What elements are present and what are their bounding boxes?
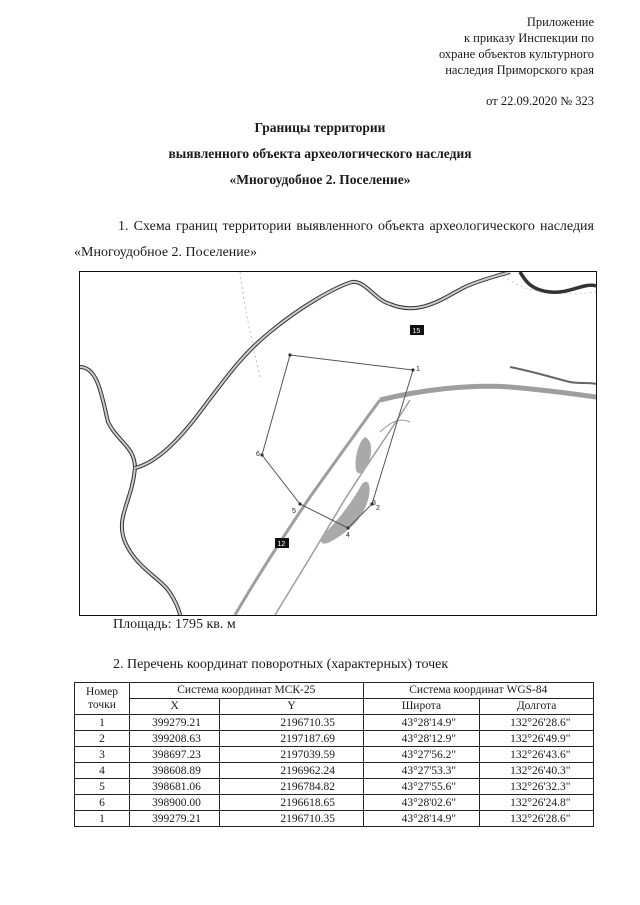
cell-lon: 132°26'49.9" [480,731,594,747]
cell-lon: 132°26'40.3" [480,763,594,779]
river-inner [135,272,510,468]
document-title-line-2: выявленного объекта археологического наследия [168,146,472,161]
cell-y: 2196710.35 [220,715,363,731]
cell-y: 2196962.24 [220,763,363,779]
cell-y: 2196710.35 [220,811,363,827]
document-title-line-3: «Многоудобное 2. Поселение» [229,172,411,187]
cell-x: 399279.21 [130,811,220,827]
boundary-point [288,353,291,356]
point-label: 5 [292,508,296,515]
col-x-header: X [130,699,220,715]
cell-number: 1 [75,811,130,827]
table-header-row [75,683,594,699]
cell-y: 2196784.82 [220,779,363,795]
group-header-wgs: Система координат WGS-84 [363,683,593,699]
group-header-msk: Система координат МСК-25 [130,683,364,699]
point-label: 2 [376,505,380,512]
cell-number: 4 [75,763,130,779]
svg-text:12: 12 [277,541,286,548]
cell-y: 2196618.65 [220,795,363,811]
cell-x: 398608.89 [130,763,220,779]
cell-lon: 132°26'43.6" [480,747,594,763]
cell-lat: 43°27'56.2" [363,747,480,763]
point-label: 1 [416,366,420,373]
col-lon-header: Долгота [480,699,594,715]
cell-number: 6 [75,795,130,811]
cell-x: 398697.23 [130,747,220,763]
point-label: 4 [346,532,350,539]
territory-boundary [262,355,413,528]
boundary-point [260,453,263,456]
order-date-number: от 22.09.2020 № 323 [486,94,594,108]
table-row [75,715,594,731]
cell-y: 2197187.69 [220,731,363,747]
table-row [75,747,594,763]
river [135,272,510,468]
cell-lat: 43°27'55.6" [363,779,480,795]
cell-number: 5 [75,779,130,795]
table-row [75,795,594,811]
appendix-line: охране объектов культурного [438,47,594,61]
map-svg [80,272,596,615]
cell-x: 398900.00 [130,795,220,811]
boundary-point [346,526,349,529]
cell-x: 399208.63 [130,731,220,747]
appendix-line: к приказу Инспекции по [463,31,594,45]
boundary-point [411,368,414,371]
boundary-map [79,271,597,616]
boundary-point [298,502,301,505]
point-label: 6 [256,451,260,458]
appendix-header [439,14,594,78]
cell-lon: 132°26'28.6" [480,811,594,827]
point-label: 3 [372,500,376,507]
coordinates-table [74,682,594,827]
appendix-line: Приложение [526,15,594,29]
cell-number: 2 [75,731,130,747]
cell-lon: 132°26'28.6" [480,715,594,731]
table-row [75,731,594,747]
cell-lat: 43°27'53.3" [363,763,480,779]
col-y-header: Y [220,699,363,715]
table-subheader-row [75,699,594,715]
river [510,367,596,384]
table-row [75,811,594,827]
cell-lat: 43°28'14.9" [363,715,480,731]
section-2-heading: 2. Перечень координат поворотных (характерных) точек [113,657,449,672]
cell-x: 398681.06 [130,779,220,795]
terrain-contour [240,272,260,377]
area-value: Площадь: 1795 кв. м [113,617,236,632]
river [520,272,596,292]
col-number-header: Номер точки [75,683,130,715]
cell-lat: 43°28'12.9" [363,731,480,747]
cell-x: 399279.21 [130,715,220,731]
cell-y: 2197039.59 [220,747,363,763]
road [380,386,596,400]
cell-number: 1 [75,715,130,731]
cell-lat: 43°28'14.9" [363,811,480,827]
appendix-line: наследия Приморского края [445,63,594,77]
road-marker [275,538,289,548]
cell-number: 3 [75,747,130,763]
wetland [355,437,371,473]
col-lat-header: Широта [363,699,480,715]
table-row [75,779,594,795]
road-marker [410,325,424,335]
cell-lon: 132°26'32.3" [480,779,594,795]
river-inner [80,367,180,615]
table-row [75,763,594,779]
svg-text:15: 15 [412,328,421,335]
cell-lat: 43°28'02.6" [363,795,480,811]
section-1-paragraph: 1. Схема границ территории выявленного объекта археологического наследия «Многоудобное 2. Поселение» [74,219,594,260]
cell-lon: 132°26'24.8" [480,795,594,811]
document-title-line-1: Границы территории [254,120,386,135]
